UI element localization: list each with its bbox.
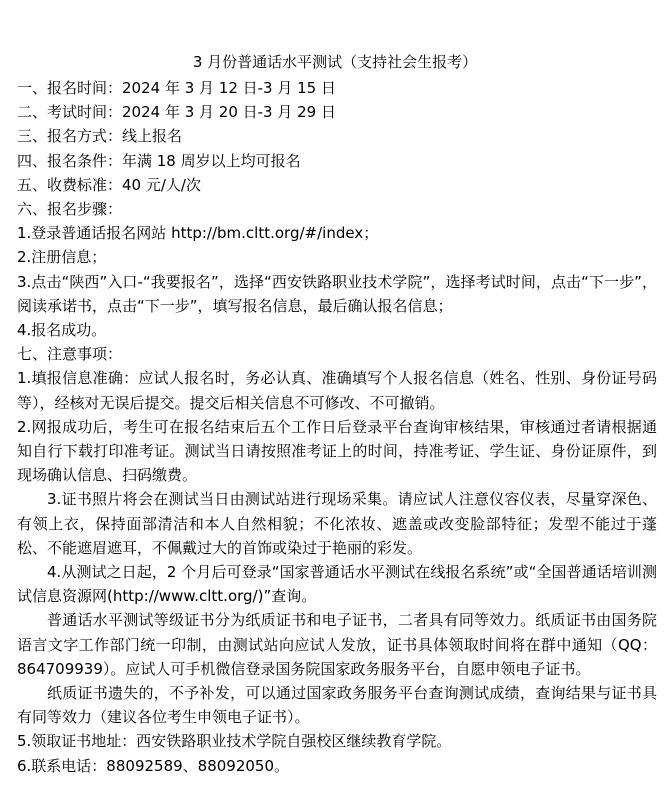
note-item: 5.领取证书地址：西安铁路职业技术学院自强校区继续教育学院。 (17, 732, 452, 751)
note-item: 4.从测试之日起，2 个月后可登录“国家普通话水平测试在线报名系统”或“全国普通话培训测试信息资源网(http://www.cltt.org/)”查询。 (17, 563, 657, 606)
step-item: 1.登录普通话报名网站 http://bm.cltt.org/#/index； (17, 224, 379, 243)
registration-method: 三、报名方式：线上报名 (17, 127, 183, 146)
document-body (17, 76, 657, 778)
registration-time: 一、报名时间：2024 年 3 月 12 日-3 月 15 日 (17, 79, 336, 97)
steps-heading: 六、报名步骤： (17, 200, 123, 219)
note-paragraph: 纸质证书遗失的，不予补发，可以通过国家政务服务平台查询测试成绩，查询结果与证书具有同等效力（建议各位考生申领电子证书）。 (17, 684, 657, 727)
note-item: 1.填报信息准确：应试人报名时，务必认真、准确填写个人报名信息（姓名、性别、身份证号码等），经核对无误后提交。提交后相关信息不可修改、不可撤销。 (17, 369, 657, 412)
note-item: 6.联系电话：88092589、88092050。 (17, 756, 290, 775)
document-title: 3 月份普通话水平测试（支持社会生报考） (192, 53, 478, 71)
notes-heading: 七、注意事项： (17, 345, 123, 364)
exam-time: 二、考试时间：2024 年 3 月 20 日-3 月 29 日 (17, 103, 336, 122)
step-item: 3.点击“陕西”入口-“我要报名”，选择“西安铁路职业技术学院”，选择考试时间，点击“下一步”，阅读承诺书，点击“下一步”，填写报名信息，最后确认报名信息； (17, 272, 657, 315)
registration-condition: 四、报名条件：年满 18 周岁以上均可报名 (17, 151, 301, 170)
step-item: 2.注册信息； (17, 248, 107, 267)
step-item: 4.报名成功。 (17, 321, 107, 340)
fee-standard: 五、收费标准：40 元/人/次 (17, 175, 201, 194)
note-item: 2.网报成功后，考生可在报名结束后五个工作日后登录平台查询审核结果，审核通过者请根据通知自行下载打印准考证。测试当日请按照准考证上的时间，持准考证、学生证、身份证原件，到现场确认信息、扫码缴费。 (17, 417, 657, 485)
note-paragraph: 普通话水平测试等级证书分为纸质证书和电子证书，二者具有同等效力。纸质证书由国务院语言文字工作部门统一印制，由测试站向应试人发放，证书具体领取时间将在群中通知（QQ：864709939）。应试人可手机微信登录国务院国家政务服务平台，自愿申领电子证书。 (17, 611, 657, 678)
note-item: 3.证书照片将会在测试当日由测试站进行现场采集。请应试人注意仪容仪表，尽量穿深色、有领上衣，保持面部清洁和本人自然相貌；不化浓妆、遮盖或改变脸部特征；发型不能过于蓬松、不能遮眉遮耳，不佩戴过大的首饰或染过于艳丽的彩发。 (17, 490, 657, 557)
